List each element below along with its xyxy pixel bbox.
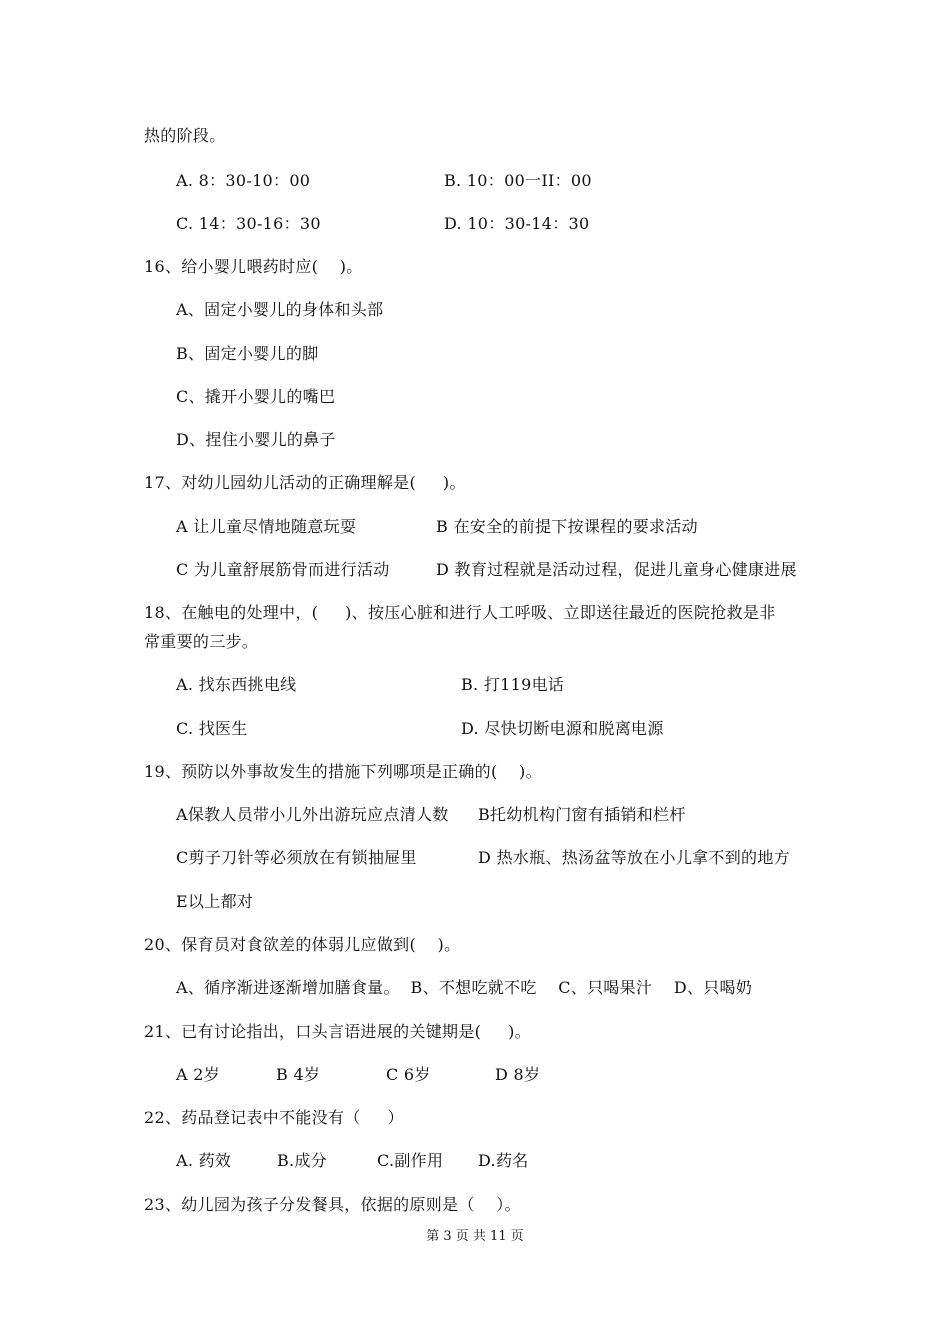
q19-option-e: E以上都对 [176, 892, 254, 911]
question-21: 21、已有讨论指出，口头言语进展的关键期是( )。 [144, 1022, 531, 1041]
question-18-line-2: 常重要的三步。 [144, 632, 259, 651]
q18-option-d: D. 尽快切断电源和脱离电源 [461, 719, 664, 738]
q16-option-d: D、捏住小婴儿的鼻子 [176, 430, 336, 449]
q15-option-d: D. 10：30-14：30 [444, 214, 590, 233]
q19-option-a: A保教人员带小儿外出游玩应点清人数 [176, 805, 449, 824]
q22-option-c: C.副作用 [377, 1151, 444, 1170]
q19-option-b: B托幼机构门窗有插销和栏杆 [478, 805, 686, 824]
q19-option-d: D 热水瓶、热汤盆等放在小儿拿不到的地方 [478, 848, 790, 867]
q17-option-c: C 为儿童舒展筋骨而进行活动 [176, 560, 390, 579]
q15-option-a: A. 8：30-10：00 [176, 171, 311, 190]
q17-option-d: D 教育过程就是活动过程，促进儿童身心健康进展 [436, 560, 797, 579]
q17-option-b: B 在安全的前提下按课程的要求活动 [436, 517, 698, 536]
q21-option-c: C 6岁 [386, 1065, 431, 1084]
question-23: 23、幼儿园为孩子分发餐具，依据的原则是（ ）。 [144, 1195, 521, 1214]
q22-option-d: D.药名 [478, 1151, 529, 1170]
q18-option-b: B. 打119电话 [461, 675, 565, 694]
q18-option-a: A. 找东西挑电线 [176, 675, 297, 694]
q20-options: A、循序渐进逐渐增加膳食量。 B、不想吃就不吃 C、只喝果汁 D、只喝奶 [176, 978, 753, 997]
q15-option-b: B. 10：00一II：00 [444, 171, 592, 190]
q16-option-b: B、固定小婴儿的脚 [176, 344, 319, 363]
continued-text: 热的阶段。 [144, 126, 226, 145]
q22-option-b: B.成分 [277, 1151, 328, 1170]
q19-option-c: C剪子刀针等必须放在有锁抽屉里 [176, 848, 417, 867]
question-20: 20、保育员对食欲差的体弱儿应做到( )。 [144, 935, 461, 954]
question-18-line-1: 18、在触电的处理中，( )、按压心脏和进行人工呼吸、立即送往最近的医院抢救是非 [144, 603, 776, 622]
question-16: 16、给小婴儿喂药时应( )。 [144, 257, 363, 276]
q17-option-a: A 让儿童尽情地随意玩耍 [176, 517, 357, 536]
q16-option-a: A、固定小婴儿的身体和头部 [176, 300, 384, 319]
question-22: 22、药品登记表中不能没有（ ） [144, 1108, 404, 1127]
question-19: 19、预防以外事故发生的措施下列哪项是正确的( )。 [144, 762, 542, 781]
q22-option-a: A. 药效 [176, 1151, 232, 1170]
question-17: 17、对幼儿园幼儿活动的正确理解是( )。 [144, 473, 466, 492]
q16-option-c: C、撬开小婴儿的嘴巴 [176, 387, 336, 406]
q21-option-b: B 4岁 [276, 1065, 321, 1084]
q21-option-a: A 2岁 [176, 1065, 221, 1084]
q21-option-d: D 8岁 [495, 1065, 541, 1084]
q18-option-c: C. 找医生 [176, 719, 248, 738]
page-number-footer: 第 3 页 共 11 页 [426, 1229, 524, 1244]
q15-option-c: C. 14：30-16：30 [176, 214, 321, 233]
